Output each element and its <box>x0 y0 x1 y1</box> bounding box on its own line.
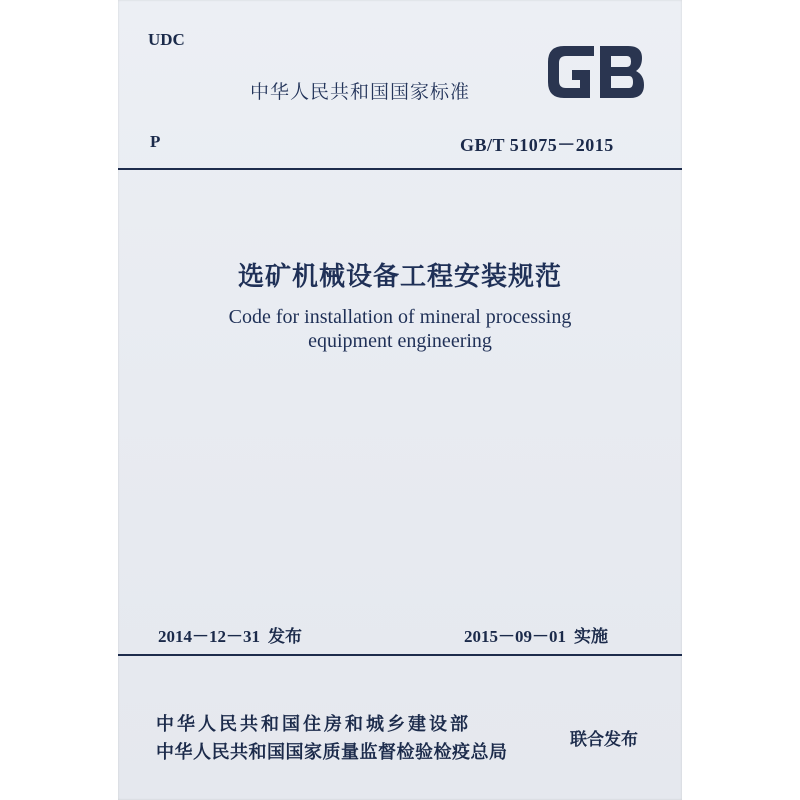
category-code: P <box>150 132 161 151</box>
standard-number: GB/T 51075－2015 <box>460 135 614 155</box>
issue-date-block <box>158 622 302 647</box>
standard-type: 中华人民共和国国家标准 <box>250 81 471 103</box>
title-english-line1: Code for installation of mineral processing <box>228 306 572 328</box>
title-english-line2: equipment engineering <box>308 330 492 352</box>
publisher-2: 中华人民共和国国家质量监督检验检疫总局 <box>156 742 508 763</box>
effective-date: 2015－09－01 <box>464 627 566 646</box>
effective-date-block <box>464 622 608 647</box>
udc-label: UDC <box>148 30 185 49</box>
issue-label: 发布 <box>268 627 302 647</box>
gb-logo <box>542 40 650 104</box>
top-divider <box>118 168 682 170</box>
title-chinese: 选矿机械设备工程安装规范 <box>237 262 562 292</box>
joint-publish-label: 联合发布 <box>570 730 638 750</box>
bottom-divider <box>118 654 682 656</box>
issue-date: 2014－12－31 <box>158 627 260 646</box>
standard-cover <box>118 0 682 800</box>
effective-label: 实施 <box>574 627 608 647</box>
publisher-1: 中华人民共和国住房和城乡建设部 <box>156 714 471 735</box>
